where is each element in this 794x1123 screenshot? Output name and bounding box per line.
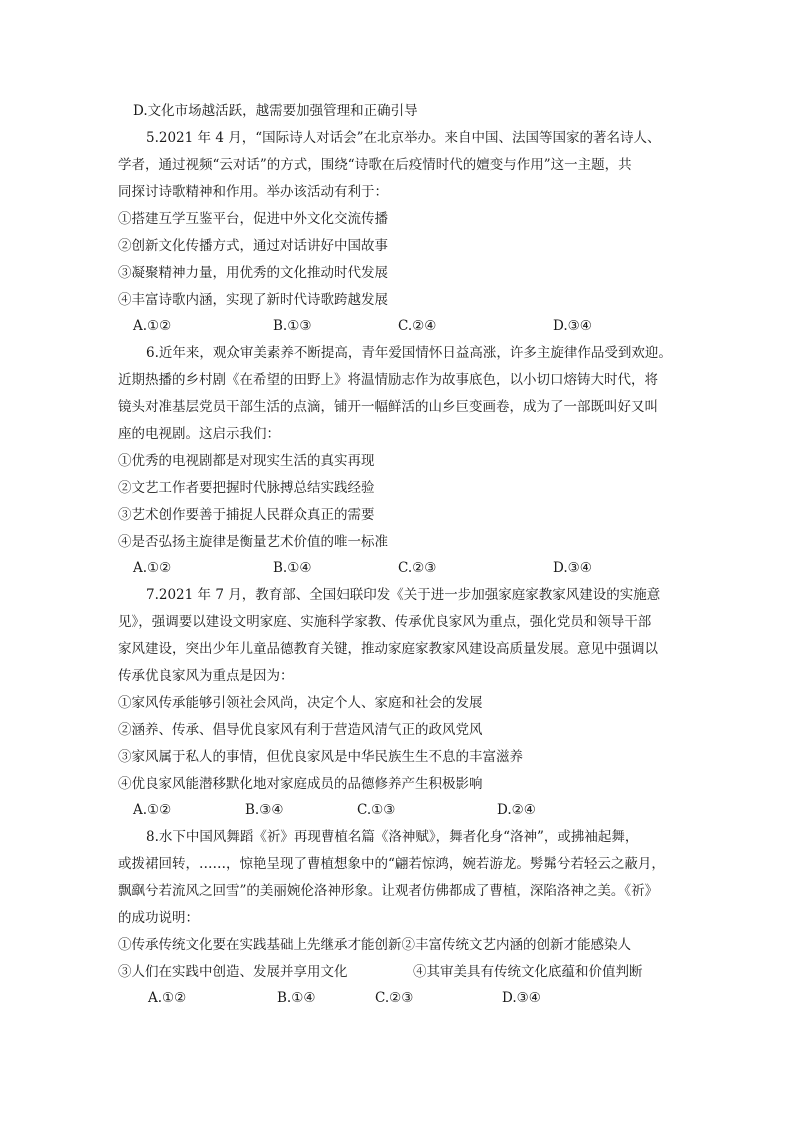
q6-stem-line-3: 镜头对准基层党员干部生活的点滴，铺开一幅鲜活的山乡巨变画卷，成为了一部既叫好又叫	[118, 399, 658, 415]
q7-item-4: ④优良家风能潜移默化地对家庭成员的品德修养产生积极影响	[118, 776, 483, 792]
q5-item-1: ①搭建互学互鉴平台，促进中外文化交流传播	[118, 211, 388, 227]
q6-stem-line-4: 座的电视剧。这启示我们：	[118, 426, 280, 442]
q7-stem-line-2: 见》，强调要以建设文明家庭、实施科学家教、传承优良家风为重点，强化党员和领导干部	[118, 614, 652, 630]
q8-answer-a[interactable]: A.①②	[148, 990, 187, 1006]
q4-option-d: D.文化市场越活跃，越需要加强管理和正确引导	[133, 103, 418, 119]
q7-answer-b[interactable]: B.③④	[245, 802, 284, 818]
q7-answer-d[interactable]: D.②④	[497, 802, 536, 818]
q5-answer-a[interactable]: A.①②	[133, 318, 172, 334]
q8-stem-line-3: 飘飖兮若流风之回雪”的美丽婉伦洛神形象。让观者仿佛都成了曹植，深陷洛神之美。《祈》	[118, 883, 659, 899]
q7-stem-line-1: 7.2021 年 7 月，教育部、全国妇联印发《关于进一步加强家庭家教家风建设的实施意	[146, 587, 661, 603]
q5-stem-line-2: 学者，通过视频“云对话”的方式，围绕“诗歌在后疫情时代的嬗变与作用”这一主题，共	[118, 157, 632, 173]
q6-item-1: ①优秀的电视剧都是对现实生活的真实再现	[118, 453, 375, 469]
q6-stem-line-1: 6.近年来，观众审美素养不断提高，青年爱国情怀日益高涨，许多主旋律作品受到欢迎。	[146, 345, 672, 361]
q8-answer-c[interactable]: C.②③	[375, 990, 414, 1006]
q6-answer-c[interactable]: C.②③	[398, 560, 437, 576]
q8-stem-line-2: 或拨裙回转，……，惊艳呈现了曹植想象中的“翩若惊鸿，婉若游龙。髣髴兮若轻云之蔽月，	[118, 856, 665, 872]
q8-stem-line-4: 的成功说明：	[118, 910, 199, 926]
q5-stem-line-3: 同探讨诗歌精神和作用。举办该活动有利于：	[118, 184, 388, 200]
q5-answer-c[interactable]: C.②④	[398, 318, 437, 334]
q7-answer-a[interactable]: A.①②	[133, 802, 172, 818]
q7-item-2: ②涵养、传承、倡导优良家风有利于营造风清气正的政风党风	[118, 722, 483, 738]
q5-item-3: ③凝聚精神力量，用优秀的文化推动时代发展	[118, 265, 388, 281]
q7-item-1: ①家风传承能够引领社会风尚，决定个人、家庭和社会的发展	[118, 695, 483, 711]
q7-answer-c[interactable]: C.①③	[357, 802, 396, 818]
q7-stem-line-3: 家风建设，突出少年儿童品德教育关键，推动家庭家教家风建设高质量发展。意见中强调以	[118, 641, 658, 657]
q5-item-4: ④丰富诗歌内涵，实现了新时代诗歌跨越发展	[118, 292, 388, 308]
q5-answer-b[interactable]: B.①③	[273, 318, 312, 334]
q8-stem-line-1: 8.水下中国风舞蹈《祈》再现曹植名篇《洛神赋》，舞者化身“洛神”，或拂袖起舞，	[146, 829, 639, 845]
q6-item-4: ④是否弘扬主旋律是衡量艺术价值的唯一标准	[118, 534, 388, 550]
q6-answer-a[interactable]: A.①②	[133, 560, 172, 576]
q5-item-2: ②创新文化传播方式，通过对话讲好中国故事	[118, 238, 388, 254]
q8-answer-b[interactable]: B.①④	[277, 990, 316, 1006]
q6-item-3: ③艺术创作要善于捕捉人民群众真正的需要	[118, 507, 375, 523]
q6-item-2: ②文艺工作者要把握时代脉搏总结实践经验	[118, 480, 375, 496]
q5-answer-d[interactable]: D.③④	[553, 318, 592, 334]
q7-item-3: ③家风属于私人的事情，但优良家风是中华民族生生不息的丰富滋养	[118, 749, 523, 765]
q7-stem-line-4: 传承优良家风为重点是因为：	[118, 668, 294, 684]
q6-answer-d[interactable]: D.③④	[553, 560, 592, 576]
q6-stem-line-2: 近期热播的乡村剧《在希望的田野上》将温情励志作为故事底色，以小切口熔铸大时代，将	[118, 372, 658, 388]
q6-answer-b[interactable]: B.①④	[273, 560, 312, 576]
q8-answer-d[interactable]: D.③④	[502, 990, 541, 1006]
q8-item-3: ③人们在实践中创造、发展并享用文化	[118, 964, 348, 980]
q8-item-4: ④其审美具有传统文化底蕴和价值判断	[413, 964, 643, 980]
q5-stem-line-1: 5.2021 年 4 月，“国际诗人对话会”在北京举办。来自中国、法国等国家的著名诗人、	[146, 130, 661, 146]
q8-item-1-2: ①传承传统文化要在实践基础上先继承才能创新②丰富传统文艺内涵的创新才能感染人	[118, 937, 631, 953]
